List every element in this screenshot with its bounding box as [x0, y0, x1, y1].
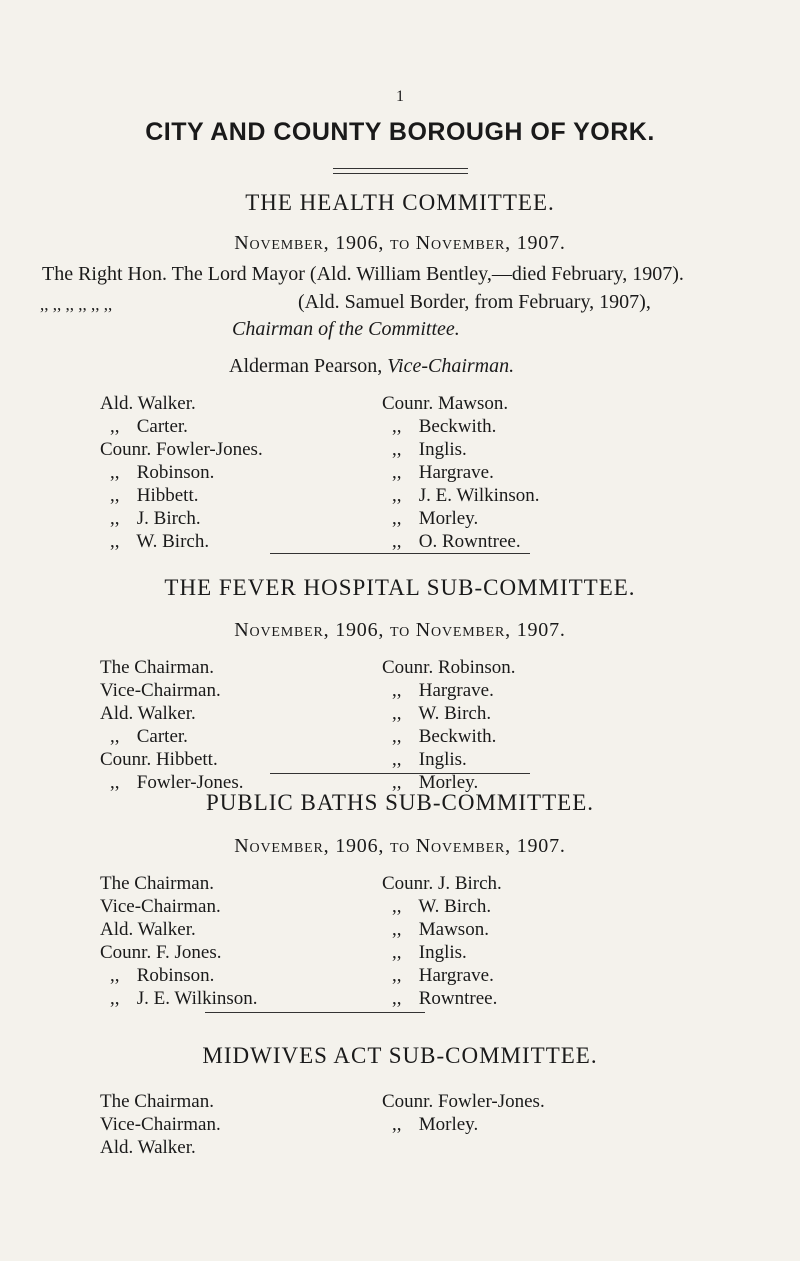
member-prefix: ,,: [392, 703, 402, 724]
member-name: The Chairman.: [100, 657, 214, 678]
member-prefix: Ald.: [100, 919, 134, 940]
member-prefix: ,,: [392, 896, 402, 917]
member-entry: [382, 415, 540, 438]
member-name: Robinson.: [437, 657, 516, 678]
member-name: W. Birch.: [136, 531, 210, 552]
member-prefix: ,,: [110, 485, 120, 506]
member-prefix: ,,: [392, 988, 402, 1009]
member-entry: [100, 987, 258, 1010]
mayor-line: The Right Hon. The Lord Mayor (Ald. William Bentley,—died February, 1907).: [42, 263, 684, 285]
member-entry: [382, 656, 516, 679]
member-prefix: Counr.: [382, 393, 434, 414]
baths-right-members: [382, 872, 502, 1010]
member-entry: [382, 964, 502, 987]
member-entry: [382, 748, 516, 771]
fever-left-members: [100, 656, 244, 794]
member-entry: [382, 484, 540, 507]
midwives-act-title: MIDWIVES ACT SUB-COMMITTEE.: [202, 1043, 598, 1068]
member-name: Fowler-Jones.: [437, 1091, 545, 1112]
member-prefix: ,,: [392, 1114, 402, 1135]
member-entry: [100, 895, 258, 918]
member-name: Fowler-Jones.: [136, 772, 244, 793]
member-name: Beckwith.: [418, 726, 497, 747]
member-entry: [382, 702, 516, 725]
member-name: W. Birch.: [418, 703, 492, 724]
member-name: Hibbett.: [136, 485, 199, 506]
member-entry: [100, 1136, 221, 1159]
member-name: Inglis.: [418, 749, 467, 770]
member-prefix: ,,: [110, 508, 120, 529]
member-entry: [100, 941, 258, 964]
member-name: F. Jones.: [155, 942, 222, 963]
member-prefix: ,,: [110, 416, 120, 437]
member-name: Vice-Chairman.: [100, 680, 221, 701]
public-baths-period: November, 1906, to November, 1907.: [234, 835, 566, 857]
member-entry: [100, 507, 263, 530]
member-prefix: ,,: [392, 965, 402, 986]
member-prefix: ,,: [392, 462, 402, 483]
fever-hospital-title: THE FEVER HOSPITAL SUB-COMMITTEE.: [164, 575, 636, 600]
member-entry: [100, 392, 263, 415]
member-name: Morley.: [418, 772, 479, 793]
health-left-members: [100, 392, 263, 553]
member-name: J. Birch.: [437, 873, 502, 894]
member-prefix: ,,: [392, 726, 402, 747]
member-entry: [382, 392, 540, 415]
member-entry: [100, 702, 244, 725]
member-prefix: ,,: [110, 726, 120, 747]
member-name: Inglis.: [418, 439, 467, 460]
member-name: Fowler-Jones.: [155, 439, 263, 460]
member-entry: [100, 438, 263, 461]
member-name: Mawson.: [437, 393, 509, 414]
member-entry: [382, 987, 502, 1010]
member-entry: [382, 1090, 545, 1113]
member-name: Hargrave.: [418, 462, 494, 483]
section-divider: [270, 553, 530, 554]
member-prefix: ,,: [392, 749, 402, 770]
member-prefix: ,,: [110, 462, 120, 483]
member-entry: [100, 748, 244, 771]
member-prefix: Ald.: [100, 703, 134, 724]
member-entry: [382, 679, 516, 702]
member-name: Vice-Chairman.: [100, 896, 221, 917]
member-name: Vice-Chairman.: [100, 1114, 221, 1135]
member-name: Morley.: [418, 1114, 479, 1135]
fever-hospital-period: November, 1906, to November, 1907.: [234, 619, 566, 641]
member-prefix: ,,: [392, 485, 402, 506]
member-prefix: ,,: [392, 531, 402, 552]
mayor-line-second: (Ald. Samuel Border, from February, 1907),: [298, 291, 651, 313]
health-right-members: [382, 392, 540, 553]
member-entry: [382, 530, 540, 553]
midwives-left-members: [100, 1090, 221, 1159]
member-entry: [382, 507, 540, 530]
midwives-right-members: [382, 1090, 545, 1136]
member-name: Beckwith.: [418, 416, 497, 437]
member-entry: [100, 872, 258, 895]
member-prefix: ,,: [110, 988, 120, 1009]
member-name: Hargrave.: [418, 965, 494, 986]
member-prefix: Counr.: [100, 439, 152, 460]
member-prefix: ,,: [392, 508, 402, 529]
member-entry: [100, 1090, 221, 1113]
member-prefix: ,,: [110, 531, 120, 552]
member-entry: [382, 461, 540, 484]
member-name: Walker.: [137, 1137, 196, 1158]
member-prefix: ,,: [392, 772, 402, 793]
vice-chairman-role: Vice-Chairman.: [387, 355, 515, 377]
member-name: Walker.: [137, 703, 196, 724]
member-name: Morley.: [418, 508, 479, 529]
member-prefix: ,,: [392, 680, 402, 701]
member-prefix: Ald.: [100, 1137, 134, 1158]
member-name: O. Rowntree.: [418, 531, 521, 552]
member-entry: [100, 530, 263, 553]
member-entry: [100, 964, 258, 987]
member-name: Hargrave.: [418, 680, 494, 701]
member-prefix: Counr.: [382, 1091, 434, 1112]
member-name: The Chairman.: [100, 1091, 214, 1112]
member-name: Robinson.: [136, 965, 215, 986]
member-entry: [382, 895, 502, 918]
member-name: J. E. Wilkinson.: [418, 485, 540, 506]
vice-chairman-name: Alderman Pearson,: [229, 355, 383, 377]
member-entry: [382, 872, 502, 895]
ditto-marks: ,, ,, ,, ,, ,, ,,: [40, 295, 113, 314]
member-name: Mawson.: [418, 919, 489, 940]
document-title: CITY AND COUNTY BOROUGH OF YORK.: [145, 118, 655, 146]
member-name: Rowntree.: [418, 988, 498, 1009]
member-prefix: ,,: [392, 416, 402, 437]
member-name: J. E. Wilkinson.: [136, 988, 258, 1009]
double-rule-divider: [333, 168, 468, 174]
member-entry: [100, 656, 244, 679]
member-entry: [382, 918, 502, 941]
member-prefix: ,,: [110, 965, 120, 986]
section-divider: [205, 1012, 425, 1013]
member-prefix: Counr.: [382, 657, 434, 678]
baths-left-members: [100, 872, 258, 1010]
public-baths-title: PUBLIC BATHS SUB-COMMITTEE.: [205, 790, 594, 815]
member-entry: [100, 415, 263, 438]
member-name: The Chairman.: [100, 873, 214, 894]
member-prefix: ,,: [392, 942, 402, 963]
member-name: Inglis.: [418, 942, 467, 963]
chairman-note: Chairman of the Committee.: [232, 318, 460, 340]
member-prefix: ,,: [392, 439, 402, 460]
vice-chairman-line: [229, 355, 514, 378]
member-name: Carter.: [136, 416, 188, 437]
member-name: Walker.: [137, 919, 196, 940]
section-divider: [270, 773, 530, 774]
member-entry: [382, 725, 516, 748]
member-name: W. Birch.: [418, 896, 492, 917]
member-entry: [100, 725, 244, 748]
member-name: Walker.: [137, 393, 196, 414]
member-name: J. Birch.: [136, 508, 201, 529]
member-prefix: Counr.: [100, 942, 152, 963]
member-entry: [382, 1113, 545, 1136]
member-entry: [382, 438, 540, 461]
member-entry: [382, 941, 502, 964]
member-prefix: Ald.: [100, 393, 134, 414]
member-name: Carter.: [136, 726, 188, 747]
member-prefix: ,,: [110, 772, 120, 793]
member-entry: [100, 461, 263, 484]
member-entry: [100, 918, 258, 941]
health-committee-period: November, 1906, to November, 1907.: [234, 232, 566, 254]
member-name: Robinson.: [136, 462, 215, 483]
member-entry: [100, 484, 263, 507]
member-prefix: ,,: [392, 919, 402, 940]
member-name: Hibbett.: [155, 749, 218, 770]
page-number: 1: [396, 88, 404, 105]
member-entry: [100, 679, 244, 702]
member-prefix: Counr.: [382, 873, 434, 894]
health-committee-title: THE HEALTH COMMITTEE.: [245, 190, 555, 215]
member-prefix: Counr.: [100, 749, 152, 770]
member-entry: [100, 1113, 221, 1136]
